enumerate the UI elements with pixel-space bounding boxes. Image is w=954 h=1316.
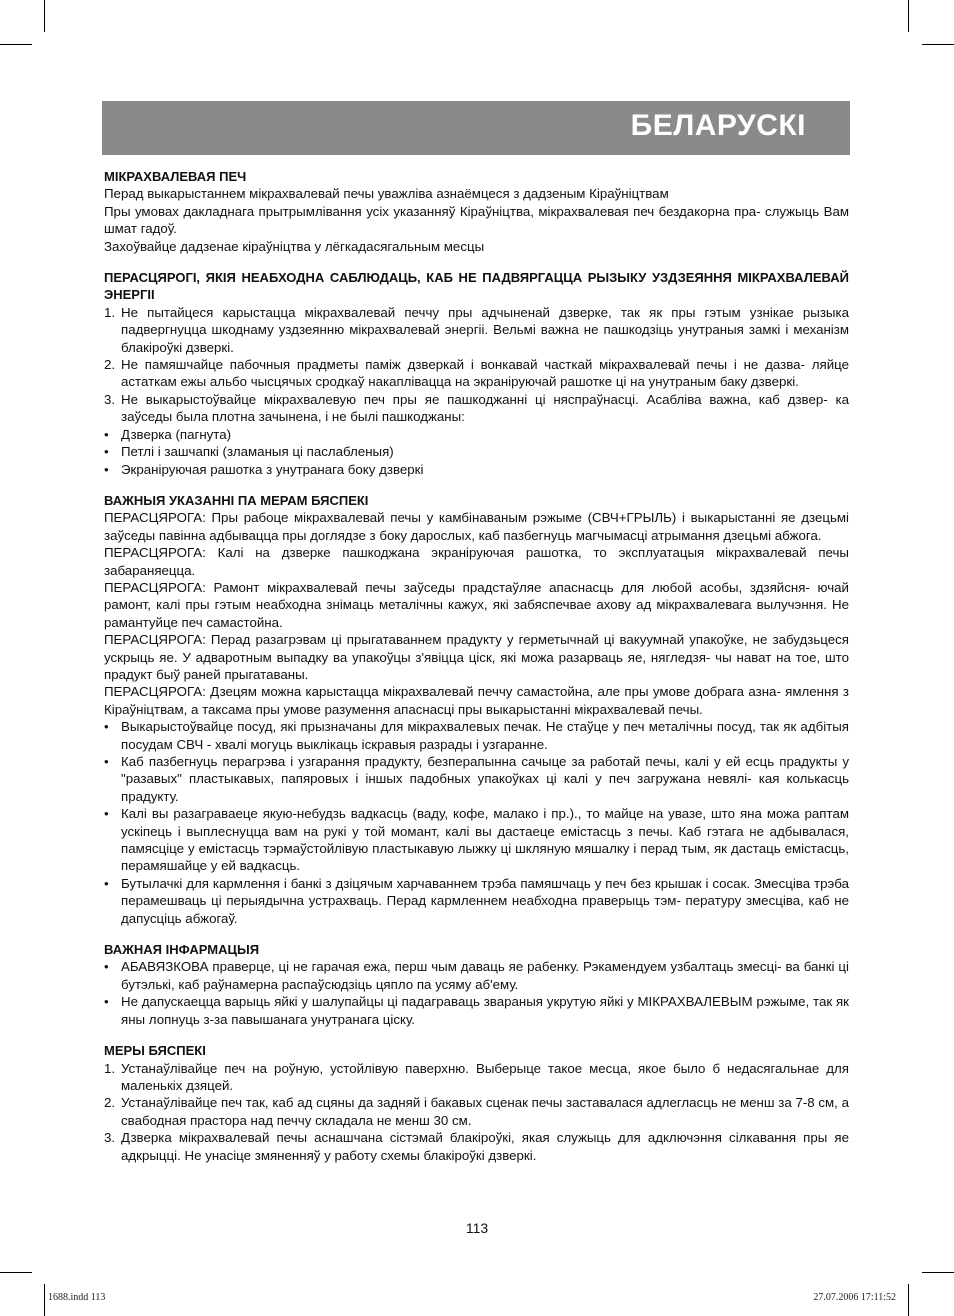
crop-mark — [0, 1272, 32, 1273]
list-item — [104, 1060, 849, 1095]
list-item — [104, 958, 849, 993]
list-item — [104, 805, 849, 875]
bullet-icon: • — [104, 719, 109, 735]
list-item — [104, 356, 849, 391]
paragraph: Перад выкарыстаннем мікрахвалевай печы уважліва азнаёмцеся з дадзеным Кіраўніцтвам — [104, 186, 669, 202]
bullet-icon: • — [104, 806, 109, 822]
list-item — [104, 993, 849, 1028]
crop-mark — [908, 1284, 909, 1316]
list-item — [104, 1129, 849, 1164]
list-item — [104, 718, 849, 753]
bullet-icon: • — [104, 754, 109, 769]
bullet-icon: • — [104, 959, 109, 975]
list-item — [104, 391, 849, 426]
list-item — [104, 304, 849, 356]
page-number: 113 — [465, 1220, 489, 1236]
section-heading: ПЕРАСЦЯРОГІ, ЯКІЯ НЕАБХОДНА САБЛЮДАЦЬ, КАБ НЕ ПАДВЯРГАЦЦА РЫЗЫКУ УЗДЗЕЯННЯ МІКРАХВАЛЕВАЙ ЭНЕРГІІ — [104, 270, 849, 303]
language-title: БЕЛАРУСКІ — [630, 109, 806, 142]
paragraph: Захоўвайце дадзенае кіраўніцтва у лёгкадасягальным месцы — [104, 238, 485, 254]
section-important-information — [104, 941, 849, 1028]
bullet-icon: • — [104, 444, 109, 460]
list-item-text: Калі вы разаграваеце якую-небудзь вадкасць (ваду, кофе, малако і пр.)., то майце на увазе, што яна можа раптам ускіпець і выплеснуцца вам на рукі у той момант, калі вы дастаеце емістасць з печы. Каб гэтага не адбывалася, памясціце у емістасць тэрмаўстойлівую пластыкавую лыжку ці шкляную мяшалку і перад тым, як дастаць емістасць, перамяшайце у ей вадкасць. — [121, 806, 849, 874]
list-item-text: Дзверка мікрахвалевай печы аснашчана сістэмай блакіроўкі, якая служыць для адключэння сілкавання пры яе адкрыцці. Не унасіце змяненняў у работу схемы блакіроўкі дзверкі. — [121, 1130, 849, 1163]
list-item-text: АБАВЯЗКОВА праверце, ці не гарачая ежа, перш чым даваць яе рабенку. Рэкамендуем узбалтаць змесці- ва банкі ці бутэлькі, каб раўнамерна распаўсюдзіць цяпло па усяму аб'ему. — [121, 959, 849, 992]
paragraph: ПЕРАСЦЯРОГА: Перад разагрэвам ці прыгатаваннем прадукту у герметычнай ці вакуумнай упакоўке, не забудзьцеся ускрыць яе. У адваротным выпадку ва упакоўцы з'явіцца ціск, які можа разарваць яе, нягледзя- чы нават на тое, што прадукт быў раней прыгатаваны. — [104, 632, 849, 682]
section-heading: ВАЖНЫЯ УКАЗАННІ ПА МЕРАМ БЯСПЕКІ — [104, 492, 369, 508]
section-heading: МЕРЫ БЯСПЕКІ — [104, 1043, 206, 1059]
language-header-bar — [102, 101, 850, 155]
list-item-text: Каб пазбегнуць перагрэва і узгарання прадукту, безперапынна сачыце за работай печы, калі у ей есць прадукты у "разавых" пластыкавых, папяровых і іншых падобных упакоўках ці калі у печ загружана невялі- кая колькасць прадукту. — [121, 754, 849, 804]
list-marker: 2. — [104, 1095, 116, 1111]
list-item — [104, 1094, 849, 1129]
crop-mark — [908, 0, 909, 32]
list-marker: 1. — [104, 1060, 116, 1076]
numbered-list — [104, 1060, 849, 1164]
list-item-text: Выкарыстоўвайце посуд, які прызначаны для мікрахвалевых печак. Не стаўце у печ металічны посуд, так як адбітыя посудам СВЧ - хвалі могуць выклікаць іскравыя разрады і узгаранне. — [121, 719, 849, 752]
list-item-text: Устанаўлівайце печ на роўную, устойлівую паверхню. Выберыце такое месца, якое было б недасягальнае для маленькіх дзяцей. — [121, 1060, 849, 1093]
section-safety-instructions — [104, 492, 849, 927]
bullet-icon: • — [104, 875, 109, 891]
section-precautions — [104, 269, 849, 478]
section-heading: МІКРАХВАЛЕВАЯ ПЕЧ — [104, 169, 247, 184]
numbered-list — [104, 304, 849, 426]
list-item — [104, 753, 849, 805]
list-item — [104, 461, 849, 478]
bullet-list — [104, 426, 849, 478]
bullet-icon: • — [104, 426, 109, 442]
list-item — [104, 443, 849, 460]
bullet-icon: • — [104, 994, 109, 1010]
list-marker: 2. — [104, 357, 116, 373]
list-item-text: Дзверка (пагнута) — [121, 426, 232, 442]
crop-mark — [922, 1272, 954, 1273]
print-slug-timestamp: 27.07.2006 17:11:52 — [813, 1292, 896, 1303]
bullet-list — [104, 958, 849, 1028]
list-item-text: Экраніруючая рашотка з унутранага боку дзверкі — [121, 461, 424, 477]
paragraph: ПЕРАСЦЯРОГА: Рамонт мікрахвалевай печы заўседы прадстаўляе апаснасць для любой асобы, здзяйсня- ючай рамонт, калі пры гэтым неабходна знімаць металічны кажух, які забяспечвае ахову ад мікрахвалевага вылучэння. Не рамантуйце печ самастойна. — [104, 579, 849, 630]
manual-content — [104, 168, 849, 1178]
bullet-list — [104, 718, 849, 927]
list-marker: 3. — [104, 1130, 116, 1146]
list-item — [104, 875, 849, 927]
section-safety-measures — [104, 1042, 849, 1164]
paragraph: ПЕРАСЦЯРОГА: Калі на дзверке пашкоджана экраніруючая рашотка, то эксплуатацыя мікрахвалевай печы забараняецца. — [104, 545, 849, 578]
crop-mark — [44, 1284, 45, 1316]
list-item-text: Не памяшчайце пабочныя прадметы паміж дзверкай і вонкавай часткай мікрахвалевай печы і не дазва- ляйце астаткам ежы альбо чысцячых сродкаў накапліваццa на экраніруючай рашотке ці на унутраным баку дзверкі. — [121, 357, 849, 390]
list-marker: 1. — [104, 304, 116, 320]
list-item-text: Петлі і зашчапкі (зламаныя ці паслабленыя) — [121, 444, 394, 460]
section-microwave-oven — [104, 168, 849, 255]
list-item-text: Не пытайцеся карыстацца мікрахвалевай печчу пры адчыненай дзверке, так як пры гэтым узнікае рызыка падвергнуцца шкоднаму уздзеянню мікрахвалевай энергіі. Вельмі важна не пашкодзіць унутраныя замкі і механізм блакіроўкі дзверкі. — [121, 304, 849, 355]
crop-mark — [44, 0, 45, 32]
bullet-icon: • — [104, 461, 109, 477]
list-item-text: Не выкарыстоўвайце мікрахвалевую печ пры яе пашкоджанні ці няспраўнасці. Асабліва важна, каб дзвер- ка заўседы была плотна зачынена, і не былі пашкоджаны: — [121, 391, 849, 425]
list-marker: 3. — [104, 391, 116, 407]
list-item-text: Не дапускаецца варыць яйкі у шалупайцы ці падаграваць звараныя укрутую яйкі у МІКРАХВАЛЕВЫМ рэжыме, так як яны лопнуць з-за павышанага унутранага ціску. — [121, 994, 849, 1027]
list-item-text: Устанаўлівайце печ так, каб ад сцяны да задняй і бакавых сценак печы заставалася адлегласць не менш за 7-8 см, а свабодная прастора над печчу складала не менш 30 см. — [121, 1095, 849, 1128]
paragraph: Пры умовах дакладнага прытрымлівання усіх указанняў Кіраўніцтва, мікрахвалевая печ бездакорна пра- служыць Вам шмат гадоў. — [104, 203, 849, 237]
section-heading: ВАЖНАЯ ІНФАРМАЦЫЯ — [104, 942, 260, 958]
crop-mark — [0, 44, 32, 45]
crop-mark — [922, 44, 954, 45]
list-item — [104, 426, 849, 443]
paragraph: ПЕРАСЦЯРОГА: Пры рабоце мікрахвалевай печы у камбінаваным рэжыме (СВЧ+ГРЫЛЬ) і выкарыстанні яе дзецьмі заўседы павінна адбывацца пры доглядзе з боку дарослых, каб пазбегнуць магчымасці атрымання дзецьмі абжога. — [104, 510, 849, 543]
print-slug-file: 1688.indd 113 — [48, 1292, 106, 1303]
list-item-text: Бутылачкі для кармлення і банкі з дзіцячым харчаваннем трэба памяшчаць у печ без крышак і сосак. Змесціва трэба перамешваць ці перыядычна устрахваць. Перад кармленнем неабходна праверыць тэм- пературу змесціва, каб не дапусціць абжогаў. — [121, 875, 849, 926]
paragraph: ПЕРАСЦЯРОГА: Дзецям можна карыстацца мікрахвалевай печчу самастойна, але пры умове добрага азна- ямлення з Кіраўніцтвам, а таксама пры умове разумення апаснасці пры выкарыстанні мікрахвалевай печы. — [104, 684, 849, 717]
